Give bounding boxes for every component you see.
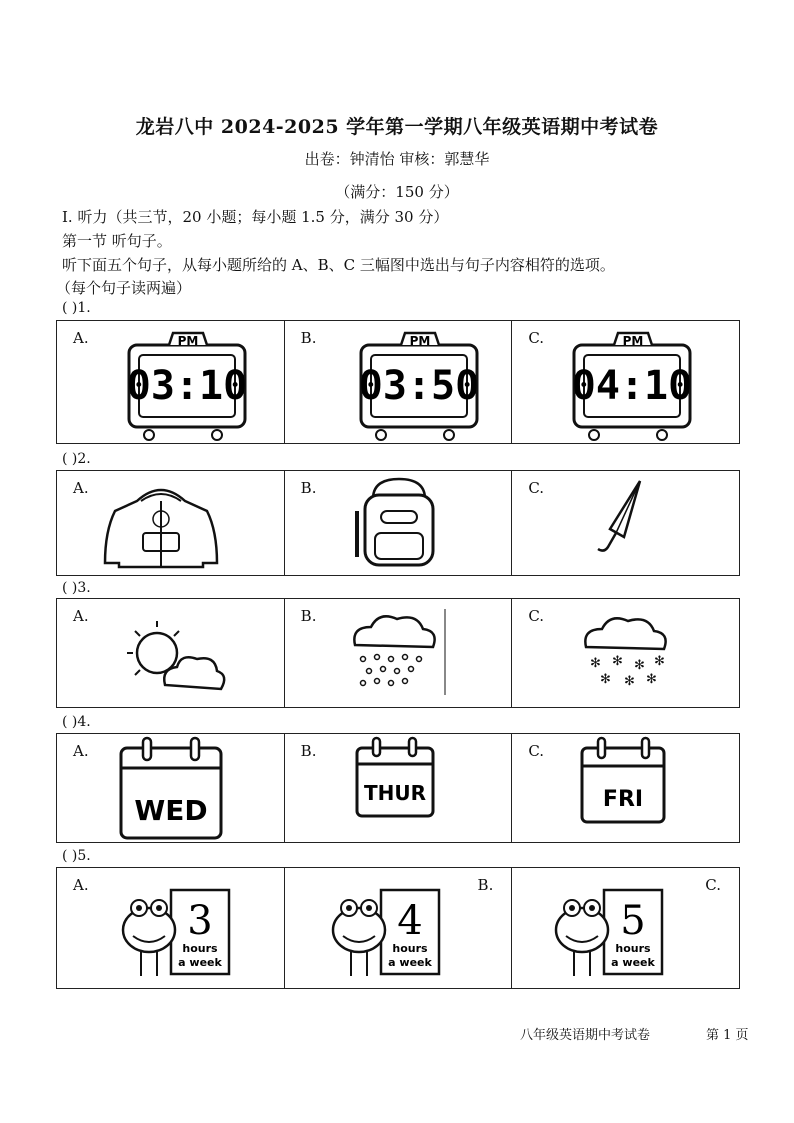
svg-text:FRI: FRI (603, 787, 644, 812)
question-5-option-c[interactable] (512, 868, 739, 988)
svg-text:✻: ✻ (646, 672, 658, 687)
option-letter: A. (73, 742, 89, 760)
question-5-option-b[interactable] (285, 868, 513, 988)
question-5-options (56, 867, 740, 989)
question-2-option-c[interactable] (512, 471, 739, 575)
option-letter: C. (528, 742, 545, 760)
question-2-number: ( )2. (62, 451, 91, 467)
svg-text:✻: ✻ (600, 672, 612, 687)
option-letter: A. (73, 876, 89, 894)
option-letter: A. (73, 329, 89, 347)
svg-text:PM: PM (622, 334, 644, 348)
question-4-option-b[interactable] (285, 734, 513, 842)
question-1-option-c[interactable] (512, 321, 739, 443)
svg-text:a week: a week (178, 956, 222, 969)
svg-text:3: 3 (187, 898, 213, 944)
svg-text:hours: hours (182, 942, 218, 955)
calendar-icon (57, 734, 285, 841)
question-2-options (56, 470, 740, 576)
question-2-option-b[interactable] (285, 471, 513, 575)
section-heading: I. 听力（共三节，20 小题；每小题 1.5 分，满分 30 分） (62, 208, 449, 226)
option-letter: C. (528, 479, 545, 497)
question-1-option-b[interactable] (285, 321, 513, 443)
calendar-icon (285, 734, 513, 841)
question-3-option-c[interactable] (512, 599, 739, 707)
frog-sign-icon (57, 868, 285, 987)
svg-text:✻: ✻ (612, 654, 624, 669)
footer-page-number: 第 1 页 (706, 1028, 749, 1043)
frog-sign-icon (512, 868, 740, 987)
question-3-option-b[interactable] (285, 599, 513, 707)
snow-cloud-icon (512, 599, 740, 706)
instruction-note: （每个句子读两遍） (56, 279, 192, 297)
frog-sign-icon (285, 868, 513, 987)
question-1-options (56, 320, 740, 444)
svg-text:✻: ✻ (654, 654, 666, 669)
question-1-number: ( )1. (62, 300, 91, 316)
option-letter: B. (300, 329, 317, 347)
option-letter: C. (528, 329, 545, 347)
svg-text:hours: hours (615, 942, 651, 955)
svg-text:hours: hours (392, 942, 428, 955)
svg-text:✻: ✻ (624, 674, 636, 689)
digital-clock-icon (512, 321, 740, 442)
svg-text:a week: a week (611, 956, 656, 969)
digital-clock-icon (285, 321, 513, 442)
calendar-icon (512, 734, 740, 841)
option-letter: A. (73, 607, 89, 625)
svg-text:04:10: 04:10 (572, 363, 693, 409)
exam-title: 龙岩八中 2024-2025 学年第一学期八年级英语期中考试卷 (135, 116, 659, 138)
digital-clock-icon (57, 321, 285, 442)
question-3-options (56, 598, 740, 708)
question-5-option-a[interactable] (57, 868, 285, 988)
option-letter: C. (705, 876, 722, 894)
option-letter: B. (477, 876, 494, 894)
instruction-text: 听下面五个句子，从每小题所给的 A、B、C 三幅图中选出与句子内容相符的选项。 (62, 256, 615, 274)
rain-cloud-icon (285, 599, 513, 706)
question-1-option-a[interactable] (57, 321, 285, 443)
backpack-icon (285, 471, 513, 574)
option-letter: B. (300, 742, 317, 760)
svg-text:03:50: 03:50 (358, 363, 479, 409)
umbrella-icon (512, 471, 740, 574)
svg-text:PM: PM (409, 334, 431, 348)
svg-text:a week: a week (387, 956, 432, 969)
part-heading: 第一节 听句子。 (62, 232, 172, 250)
svg-text:✻: ✻ (590, 656, 602, 671)
option-letter: C. (528, 607, 545, 625)
svg-text:03:10: 03:10 (126, 363, 248, 409)
footer-exam-name: 八年级英语期中考试卷 (520, 1028, 651, 1043)
sun-cloud-icon (57, 599, 285, 706)
exam-authors: 出卷：钟清怡 审核：郭慧华 (304, 150, 490, 168)
question-3-option-a[interactable] (57, 599, 285, 707)
option-letter: A. (73, 479, 89, 497)
svg-text:5: 5 (620, 898, 647, 944)
question-4-options (56, 733, 740, 843)
svg-text:4: 4 (396, 898, 423, 944)
question-4-option-c[interactable] (512, 734, 739, 842)
option-letter: B. (300, 479, 317, 497)
question-2-option-a[interactable] (57, 471, 285, 575)
hoodie-jacket-icon (57, 471, 285, 574)
option-letter: B. (300, 607, 317, 625)
question-5-number: ( )5. (62, 848, 91, 864)
svg-text:THUR: THUR (363, 781, 426, 805)
svg-text:✻: ✻ (634, 658, 646, 673)
question-4-option-a[interactable] (57, 734, 285, 842)
question-3-number: ( )3. (62, 580, 91, 596)
svg-text:WED: WED (134, 794, 208, 827)
svg-text:PM: PM (177, 334, 199, 348)
question-4-number: ( )4. (62, 714, 91, 730)
exam-total-score: （满分：150 分） (335, 183, 459, 201)
